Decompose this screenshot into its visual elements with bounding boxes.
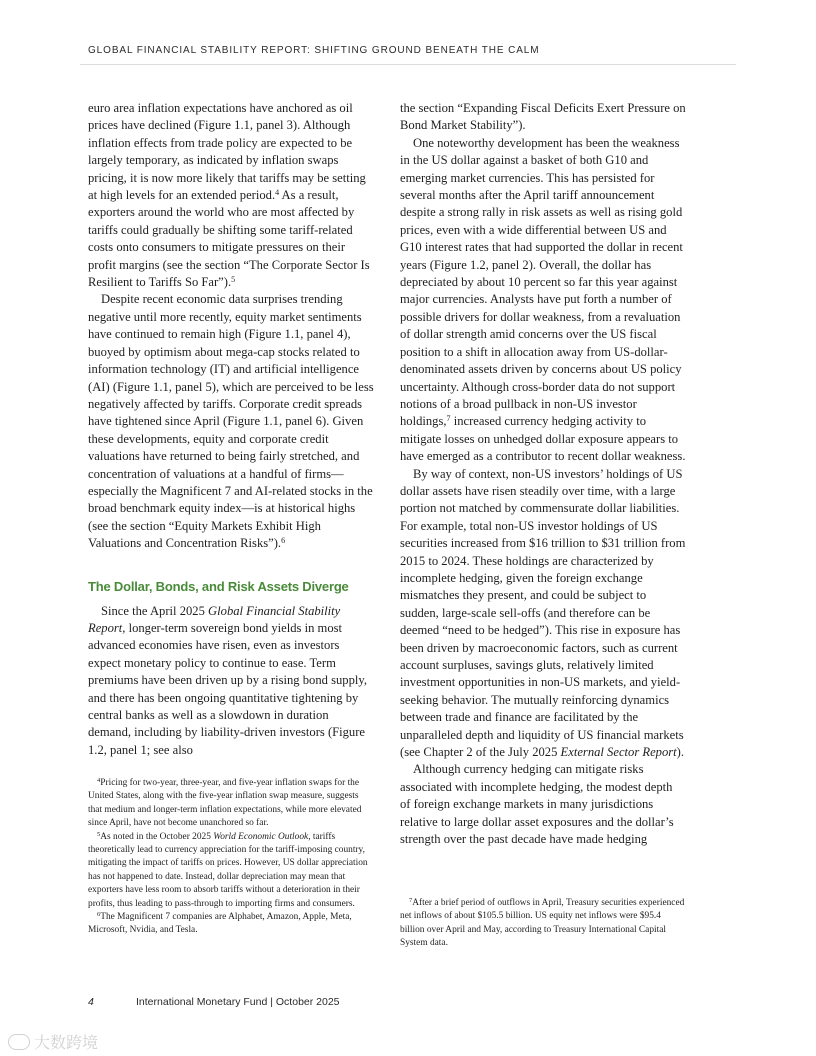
left-column — [88, 100, 374, 759]
footnotes-left — [88, 777, 374, 938]
footnote-ref-4[interactable]: 4 — [275, 188, 280, 198]
footnote-ref-5[interactable]: 5 — [231, 275, 236, 285]
page-footer — [88, 996, 340, 1008]
left-paragraph-2: Despite recent economic data surprises trending negative until more recently, equity market sentiments have continued to remain high (Figure 1.1, panel 4), buoyed by optimism about mega-cap stocks related to information technology (IT) and artificial intelligence (AI) (Figure 1.1, panel 5), which are perceived to be less negatively affected by tariffs. Corporate credit spreads have tightened since April (Figure 1.1, panel 6). Given these developments, equity and corporate credit valuations have returned to being fairly stretched, and concentration of valuations at a handful of firms—especially the Magnificent 7 and AI-related stocks in the broad benchmark equity index—is at historical highs (see the section “Equity Markets Exhibit High Valuations and Concentration Risks”).$^6$ — [88, 292, 374, 551]
footnote-5: $^5$As noted in the October 2025 World Economic Outlook, tariffs theoretically lead to currency appreciation for the tariff-imposing country, mitigating the impact of tariffs on prices. However, US dollar appreciation has not happened to date. Instead, dollar depreciation may mean that exporters have less room to absorb tariffs without a deterioration in their profits, thus leading to pass-through to importing firms and consumers. — [88, 830, 368, 909]
footnote-ref-7[interactable]: 7 — [446, 414, 451, 424]
left-paragraph-3: Since the April 2025 Global Financial Stability Report, longer-term sovereign bond yields in most advanced economies have risen, even as investors expect monetary policy to continue to ease. Term premiums have been driven up by a rising bond supply, and there has been ongoing quantitative tightening by central banks as well as a slowdown in duration demand, including by liability-driven investors (Figure 1.2, panel 1; see also — [88, 603, 367, 757]
right-paragraph-1: the section “Expanding Fiscal Deficits Exert Pressure on Bond Market Stability”). — [400, 101, 686, 133]
footnote-4: $^4$Pricing for two-year, three-year, and five-year inflation swaps for the United States, along with the five-year inflation swap measure, suggests that medium and longer-term inflation expectations, while more elevated since April, have not become unanchored so far. — [88, 777, 362, 829]
watermark-logo-icon — [8, 1034, 30, 1050]
footnote-6: $^6$The Magnificent 7 companies are Alphabet, Amazon, Apple, Meta, Microsoft, Nvidia, and Tesla. — [88, 911, 352, 936]
footnotes-right — [400, 897, 686, 951]
right-column — [400, 100, 686, 848]
running-header: GLOBAL FINANCIAL STABILITY REPORT: SHIFTING GROUND BENEATH THE CALM — [88, 45, 540, 56]
right-paragraph-3: By way of context, non-US investors’ holdings of US dollar assets have risen steadily over time, with a large portion not matched by commensurate dollar liabilities. For example, total non-US investor holdings of US securities increased from $16 trillion to $31 trillion from 2015 to 2024. These holdings are characterized by incomplete hedging, given the foreign exchange mismatches they present, and could be subject to sudden, large-scale sell-offs (and therefore can be deemed “need to be hedged”). This rise in exposure has been driven by macroeconomic factors, such as current account surpluses, savings gluts, relatively limited investment opportunities in non-US markets, and yield-seeking behavior. The mutually reinforcing dynamics between trade and finance are facilitated by the unparalleled depth and liquidity of US financial markets (see Chapter 2 of the July 2025 External Sector Report). — [400, 466, 686, 760]
footnote-ref-6[interactable]: 6 — [281, 536, 286, 546]
left-paragraph-1: euro area inflation expectations have anchored as oil prices have declined (Figure 1.1, panel 3). Although inflation effects from trade policy are expected to be largely temporary, as indicated by inflation swaps pricing, it is now more likely that tariffs may be setting at high levels for an extended period.$^4$ As a result, exporters around the world who are most affected by tariffs could gradually be shifting some tariff-related costs onto consumers to mitigate pressures on their profit margins (see the section “The Corporate Sector Is Resilient to Tariffs So Far”).$^5$ — [88, 101, 370, 290]
watermark — [8, 1030, 98, 1053]
right-paragraph-2: One noteworthy development has been the weakness in the US dollar against a basket of both G10 and emerging market currencies. This has persisted for several months after the April tariff announcement despite a strong rally in risk assets as well as rising gold prices, even with a wide differential between US and G10 interest rates that had supported the dollar in recent years (Figure 1.2, panel 2). Overall, the dollar has depreciated by about 10 percent so far this year against major currencies. Analysts have put forth a number of possible drivers for dollar weakness, from a revaluation of dollar strength amid concerns over the US fiscal position to a shift in allocation away from US-dollar-denominated assets driven by concerns about US policy uncertainty. Although cross-border data do not support notions of a broad pullback in non-US investor holdings,$^7$ increased currency hedging activity to mitigate losses on unhedged dollar exposure appears to have emerged as a contributor to recent dollar weakness. — [400, 135, 686, 464]
header-rule — [80, 64, 736, 65]
footnote-7: $^7$After a brief period of outflows in April, Treasury securities experienced net inflows of about $105.5 billion. US equity net inflows were $95.4 billion over April and May, according to Treasury International Capital System data. — [400, 897, 685, 949]
page-number: 4 — [88, 996, 94, 1008]
footer-source: International Monetary Fund | October 2025 — [136, 996, 340, 1008]
section-heading: The Dollar, Bonds, and Risk Assets Diverge — [88, 578, 349, 594]
watermark-text: 大数跨境 — [34, 1033, 99, 1052]
right-paragraph-4: Although currency hedging can mitigate risks associated with incomplete hedging, the modest depth of foreign exchange markets in many jurisdictions relative to large dollar asset exposures and the dollar’s strength over the past decade have made hedging — [400, 762, 674, 847]
